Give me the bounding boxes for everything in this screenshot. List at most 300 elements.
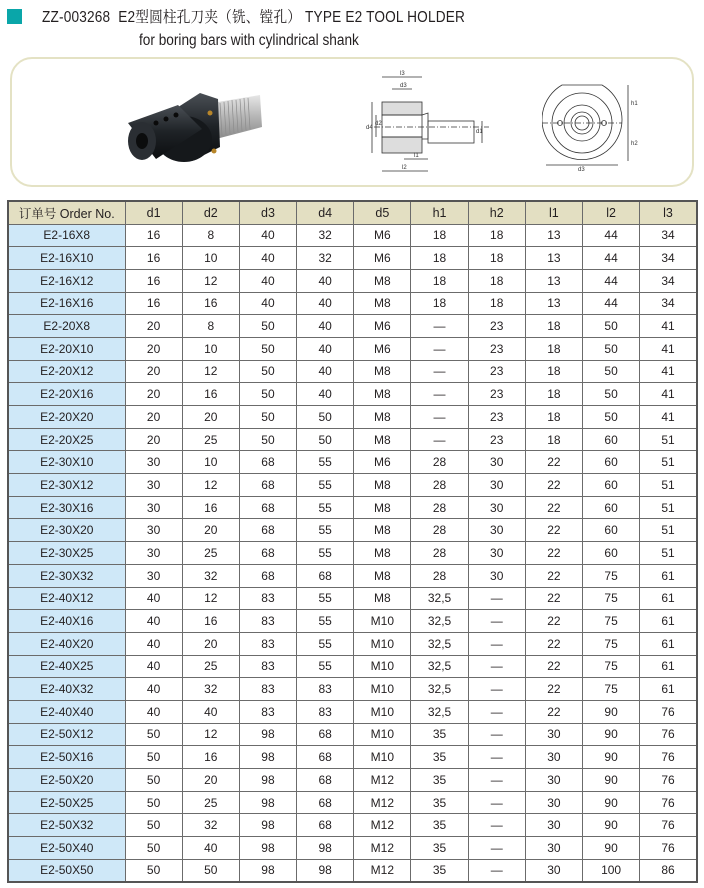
value-cell-d4: 83 xyxy=(297,678,354,701)
value-cell-d1: 20 xyxy=(125,383,182,406)
value-cell-l3: 76 xyxy=(640,746,697,769)
value-cell-h2: — xyxy=(468,610,525,633)
column-header-h1: h1 xyxy=(411,201,468,224)
svg-text:d1: d1 xyxy=(476,129,483,135)
value-cell-l3: 34 xyxy=(640,247,697,270)
value-cell-d4: 98 xyxy=(297,837,354,860)
value-cell-d1: 50 xyxy=(125,769,182,792)
order-number-cell: E2-30X25 xyxy=(8,542,125,565)
value-cell-h1: 28 xyxy=(411,564,468,587)
value-cell-d5: M12 xyxy=(354,859,411,882)
value-cell-l2: 50 xyxy=(583,315,640,338)
value-cell-h1: — xyxy=(411,337,468,360)
value-cell-d4: 40 xyxy=(297,269,354,292)
value-cell-h1: — xyxy=(411,406,468,429)
order-number-cell: E2-20X8 xyxy=(8,315,125,338)
value-cell-l2: 60 xyxy=(583,451,640,474)
value-cell-l1: 13 xyxy=(525,247,582,270)
value-cell-l3: 41 xyxy=(640,383,697,406)
value-cell-d5: M10 xyxy=(354,655,411,678)
value-cell-d4: 32 xyxy=(297,224,354,247)
value-cell-l2: 60 xyxy=(583,519,640,542)
value-cell-d5: M10 xyxy=(354,678,411,701)
value-cell-l2: 75 xyxy=(583,587,640,610)
value-cell-d2: 12 xyxy=(182,360,239,383)
value-cell-l1: 30 xyxy=(525,723,582,746)
value-cell-d5: M6 xyxy=(354,224,411,247)
value-cell-d4: 40 xyxy=(297,337,354,360)
table-row xyxy=(8,247,697,270)
table-row xyxy=(8,292,697,315)
value-cell-h2: — xyxy=(468,859,525,882)
order-number-cell: E2-40X40 xyxy=(8,700,125,723)
order-number-cell: E2-20X10 xyxy=(8,337,125,360)
value-cell-h2: 23 xyxy=(468,406,525,429)
value-cell-h1: 35 xyxy=(411,859,468,882)
table-row xyxy=(8,519,697,542)
value-cell-l1: 22 xyxy=(525,564,582,587)
value-cell-d5: M8 xyxy=(354,542,411,565)
value-cell-l3: 51 xyxy=(640,496,697,519)
table-row xyxy=(8,632,697,655)
column-header-l1: l1 xyxy=(525,201,582,224)
value-cell-d1: 50 xyxy=(125,837,182,860)
value-cell-d3: 68 xyxy=(239,564,296,587)
svg-text:l1: l1 xyxy=(414,153,419,159)
value-cell-d3: 98 xyxy=(239,859,296,882)
value-cell-d1: 16 xyxy=(125,292,182,315)
value-cell-h1: 28 xyxy=(411,519,468,542)
value-cell-l1: 22 xyxy=(525,700,582,723)
value-cell-h1: 32,5 xyxy=(411,632,468,655)
value-cell-d3: 68 xyxy=(239,496,296,519)
order-number-cell: E2-16X16 xyxy=(8,292,125,315)
value-cell-h1: — xyxy=(411,360,468,383)
order-number-cell: E2-30X12 xyxy=(8,474,125,497)
value-cell-d3: 83 xyxy=(239,700,296,723)
value-cell-d4: 55 xyxy=(297,519,354,542)
value-cell-d3: 68 xyxy=(239,519,296,542)
order-number-cell: E2-30X20 xyxy=(8,519,125,542)
value-cell-d5: M6 xyxy=(354,247,411,270)
title-english: TYPE E2 TOOL HOLDER xyxy=(305,9,466,26)
value-cell-h1: 32,5 xyxy=(411,655,468,678)
value-cell-d2: 10 xyxy=(182,247,239,270)
value-cell-l2: 60 xyxy=(583,496,640,519)
value-cell-d4: 98 xyxy=(297,859,354,882)
value-cell-d3: 83 xyxy=(239,610,296,633)
value-cell-d1: 50 xyxy=(125,723,182,746)
value-cell-d1: 30 xyxy=(125,519,182,542)
value-cell-d4: 40 xyxy=(297,360,354,383)
value-cell-h1: 32,5 xyxy=(411,610,468,633)
value-cell-d3: 50 xyxy=(239,315,296,338)
value-cell-h2: 18 xyxy=(468,292,525,315)
column-header-l3: l3 xyxy=(640,201,697,224)
svg-text:h1: h1 xyxy=(631,101,638,107)
value-cell-l1: 18 xyxy=(525,360,582,383)
order-number-cell: E2-16X12 xyxy=(8,269,125,292)
value-cell-h2: 18 xyxy=(468,224,525,247)
value-cell-l2: 90 xyxy=(583,723,640,746)
value-cell-l3: 34 xyxy=(640,224,697,247)
value-cell-l2: 90 xyxy=(583,746,640,769)
table-row xyxy=(8,496,697,519)
value-cell-l3: 61 xyxy=(640,655,697,678)
value-cell-d5: M8 xyxy=(354,496,411,519)
table-row xyxy=(8,746,697,769)
svg-text:d3: d3 xyxy=(400,83,407,89)
svg-text:l2: l2 xyxy=(402,165,407,171)
table-row xyxy=(8,723,697,746)
value-cell-l2: 60 xyxy=(583,474,640,497)
value-cell-l1: 22 xyxy=(525,519,582,542)
order-number-cell: E2-50X40 xyxy=(8,837,125,860)
value-cell-l1: 13 xyxy=(525,292,582,315)
value-cell-l3: 51 xyxy=(640,474,697,497)
value-cell-d4: 68 xyxy=(297,746,354,769)
value-cell-l1: 22 xyxy=(525,587,582,610)
value-cell-d2: 32 xyxy=(182,814,239,837)
table-row xyxy=(8,678,697,701)
value-cell-h2: — xyxy=(468,700,525,723)
value-cell-d3: 83 xyxy=(239,587,296,610)
product-photo xyxy=(120,81,280,171)
value-cell-h1: — xyxy=(411,428,468,451)
table-row xyxy=(8,610,697,633)
value-cell-l2: 44 xyxy=(583,292,640,315)
value-cell-l2: 75 xyxy=(583,610,640,633)
value-cell-d4: 55 xyxy=(297,451,354,474)
svg-text:d3: d3 xyxy=(578,167,585,171)
front-view-drawing xyxy=(542,67,642,171)
value-cell-l1: 22 xyxy=(525,542,582,565)
value-cell-l3: 76 xyxy=(640,814,697,837)
value-cell-d5: M8 xyxy=(354,269,411,292)
value-cell-h2: — xyxy=(468,723,525,746)
value-cell-l3: 76 xyxy=(640,700,697,723)
table-body xyxy=(8,224,697,882)
value-cell-l3: 34 xyxy=(640,292,697,315)
value-cell-d2: 40 xyxy=(182,700,239,723)
value-cell-h1: 32,5 xyxy=(411,587,468,610)
value-cell-l1: 18 xyxy=(525,428,582,451)
value-cell-h2: 23 xyxy=(468,360,525,383)
product-code: ZZ-003268 xyxy=(42,9,111,26)
value-cell-l1: 30 xyxy=(525,769,582,792)
value-cell-l3: 41 xyxy=(640,406,697,429)
value-cell-d1: 16 xyxy=(125,247,182,270)
value-cell-h1: 35 xyxy=(411,746,468,769)
section-marker-icon xyxy=(7,9,22,24)
column-header-h2: h2 xyxy=(468,201,525,224)
value-cell-d2: 25 xyxy=(182,791,239,814)
value-cell-h1: 35 xyxy=(411,723,468,746)
value-cell-l2: 75 xyxy=(583,678,640,701)
value-cell-d2: 20 xyxy=(182,632,239,655)
value-cell-d2: 40 xyxy=(182,837,239,860)
value-cell-d2: 20 xyxy=(182,519,239,542)
value-cell-l1: 13 xyxy=(525,269,582,292)
table-row xyxy=(8,360,697,383)
table-row xyxy=(8,224,697,247)
title-chinese: E2型圆柱孔刀夹（铣、镗孔） xyxy=(118,9,302,26)
value-cell-h1: 32,5 xyxy=(411,678,468,701)
value-cell-h2: — xyxy=(468,814,525,837)
value-cell-d3: 40 xyxy=(239,224,296,247)
order-number-cell: E2-16X8 xyxy=(8,224,125,247)
value-cell-l2: 50 xyxy=(583,406,640,429)
value-cell-d2: 25 xyxy=(182,655,239,678)
svg-text:h2: h2 xyxy=(631,141,638,147)
value-cell-h2: — xyxy=(468,587,525,610)
value-cell-l1: 22 xyxy=(525,632,582,655)
value-cell-d3: 83 xyxy=(239,632,296,655)
value-cell-l3: 61 xyxy=(640,632,697,655)
value-cell-l1: 30 xyxy=(525,814,582,837)
order-number-cell: E2-50X32 xyxy=(8,814,125,837)
value-cell-d5: M8 xyxy=(354,474,411,497)
value-cell-d3: 98 xyxy=(239,769,296,792)
value-cell-d2: 12 xyxy=(182,474,239,497)
value-cell-d5: M6 xyxy=(354,451,411,474)
value-cell-d5: M8 xyxy=(354,292,411,315)
value-cell-l1: 22 xyxy=(525,655,582,678)
value-cell-d5: M8 xyxy=(354,383,411,406)
value-cell-d1: 20 xyxy=(125,428,182,451)
value-cell-h1: 18 xyxy=(411,224,468,247)
order-number-cell: E2-20X25 xyxy=(8,428,125,451)
value-cell-d4: 32 xyxy=(297,247,354,270)
value-cell-l1: 30 xyxy=(525,746,582,769)
value-cell-d2: 12 xyxy=(182,269,239,292)
value-cell-d4: 50 xyxy=(297,406,354,429)
order-number-cell: E2-40X25 xyxy=(8,655,125,678)
value-cell-d3: 50 xyxy=(239,428,296,451)
value-cell-h2: 30 xyxy=(468,496,525,519)
column-header-d3: d3 xyxy=(239,201,296,224)
value-cell-d3: 50 xyxy=(239,406,296,429)
table-header xyxy=(8,201,697,224)
value-cell-d1: 30 xyxy=(125,542,182,565)
value-cell-l2: 44 xyxy=(583,247,640,270)
order-number-cell: E2-20X20 xyxy=(8,406,125,429)
value-cell-d5: M8 xyxy=(354,406,411,429)
value-cell-l1: 22 xyxy=(525,610,582,633)
value-cell-h1: 35 xyxy=(411,769,468,792)
value-cell-h1: 18 xyxy=(411,292,468,315)
value-cell-l2: 90 xyxy=(583,769,640,792)
value-cell-l1: 13 xyxy=(525,224,582,247)
value-cell-l3: 34 xyxy=(640,269,697,292)
value-cell-d2: 16 xyxy=(182,292,239,315)
page-title xyxy=(42,5,465,27)
value-cell-l2: 50 xyxy=(583,383,640,406)
value-cell-d2: 16 xyxy=(182,496,239,519)
value-cell-d4: 55 xyxy=(297,496,354,519)
value-cell-l3: 61 xyxy=(640,610,697,633)
value-cell-l3: 41 xyxy=(640,337,697,360)
value-cell-d2: 10 xyxy=(182,451,239,474)
value-cell-l2: 75 xyxy=(583,564,640,587)
value-cell-d1: 20 xyxy=(125,360,182,383)
value-cell-d4: 55 xyxy=(297,632,354,655)
svg-text:d4: d4 xyxy=(366,125,373,131)
table-row xyxy=(8,814,697,837)
value-cell-l2: 60 xyxy=(583,542,640,565)
value-cell-h1: 28 xyxy=(411,451,468,474)
order-number-cell: E2-30X10 xyxy=(8,451,125,474)
value-cell-h2: — xyxy=(468,678,525,701)
value-cell-d3: 98 xyxy=(239,791,296,814)
value-cell-h2: 18 xyxy=(468,269,525,292)
value-cell-h1: — xyxy=(411,315,468,338)
value-cell-d2: 16 xyxy=(182,746,239,769)
value-cell-h2: — xyxy=(468,746,525,769)
value-cell-h2: 23 xyxy=(468,428,525,451)
value-cell-d3: 98 xyxy=(239,814,296,837)
value-cell-d3: 40 xyxy=(239,292,296,315)
value-cell-l1: 18 xyxy=(525,383,582,406)
order-number-cell: E2-50X50 xyxy=(8,859,125,882)
value-cell-d5: M6 xyxy=(354,337,411,360)
value-cell-l1: 22 xyxy=(525,496,582,519)
value-cell-d1: 50 xyxy=(125,859,182,882)
order-number-cell: E2-20X16 xyxy=(8,383,125,406)
value-cell-d1: 40 xyxy=(125,700,182,723)
value-cell-d2: 8 xyxy=(182,315,239,338)
table-row xyxy=(8,406,697,429)
value-cell-l3: 41 xyxy=(640,315,697,338)
table-row xyxy=(8,655,697,678)
value-cell-l2: 44 xyxy=(583,224,640,247)
svg-text:l3: l3 xyxy=(400,71,405,77)
value-cell-l3: 41 xyxy=(640,360,697,383)
column-header-d5: d5 xyxy=(354,201,411,224)
table-row xyxy=(8,769,697,792)
value-cell-h2: 18 xyxy=(468,247,525,270)
value-cell-l1: 22 xyxy=(525,474,582,497)
value-cell-d2: 12 xyxy=(182,723,239,746)
value-cell-d1: 50 xyxy=(125,814,182,837)
value-cell-l1: 30 xyxy=(525,791,582,814)
column-header-d1: d1 xyxy=(125,201,182,224)
table-row xyxy=(8,269,697,292)
order-number-cell: E2-40X12 xyxy=(8,587,125,610)
value-cell-d5: M12 xyxy=(354,837,411,860)
value-cell-h2: 23 xyxy=(468,337,525,360)
value-cell-d5: M6 xyxy=(354,315,411,338)
value-cell-d2: 16 xyxy=(182,610,239,633)
value-cell-l3: 51 xyxy=(640,451,697,474)
value-cell-d5: M10 xyxy=(354,700,411,723)
value-cell-h2: 30 xyxy=(468,542,525,565)
value-cell-d5: M12 xyxy=(354,814,411,837)
value-cell-d3: 98 xyxy=(239,723,296,746)
value-cell-d3: 83 xyxy=(239,678,296,701)
value-cell-l3: 76 xyxy=(640,769,697,792)
table-row xyxy=(8,564,697,587)
value-cell-l2: 75 xyxy=(583,632,640,655)
value-cell-l1: 30 xyxy=(525,859,582,882)
value-cell-d5: M12 xyxy=(354,769,411,792)
order-number-cell: E2-50X20 xyxy=(8,769,125,792)
value-cell-d1: 16 xyxy=(125,269,182,292)
value-cell-d1: 50 xyxy=(125,746,182,769)
value-cell-d2: 16 xyxy=(182,383,239,406)
svg-text:d2: d2 xyxy=(375,121,382,127)
value-cell-d2: 20 xyxy=(182,406,239,429)
value-cell-d4: 83 xyxy=(297,700,354,723)
value-cell-l3: 86 xyxy=(640,859,697,882)
value-cell-d3: 83 xyxy=(239,655,296,678)
value-cell-d4: 55 xyxy=(297,474,354,497)
value-cell-d5: M10 xyxy=(354,632,411,655)
order-number-cell: E2-30X16 xyxy=(8,496,125,519)
table-row xyxy=(8,700,697,723)
value-cell-l1: 18 xyxy=(525,337,582,360)
value-cell-d1: 50 xyxy=(125,791,182,814)
value-cell-l2: 100 xyxy=(583,859,640,882)
value-cell-l3: 51 xyxy=(640,428,697,451)
value-cell-l3: 76 xyxy=(640,791,697,814)
value-cell-h1: 28 xyxy=(411,474,468,497)
value-cell-l2: 60 xyxy=(583,428,640,451)
table-row xyxy=(8,837,697,860)
value-cell-h1: 18 xyxy=(411,269,468,292)
table-row xyxy=(8,451,697,474)
value-cell-d1: 30 xyxy=(125,496,182,519)
value-cell-h2: 23 xyxy=(468,315,525,338)
value-cell-d2: 20 xyxy=(182,769,239,792)
value-cell-d4: 55 xyxy=(297,610,354,633)
value-cell-d4: 40 xyxy=(297,315,354,338)
value-cell-d4: 68 xyxy=(297,791,354,814)
value-cell-d2: 25 xyxy=(182,428,239,451)
value-cell-d5: M10 xyxy=(354,723,411,746)
value-cell-d3: 40 xyxy=(239,247,296,270)
value-cell-d1: 40 xyxy=(125,655,182,678)
value-cell-d3: 68 xyxy=(239,542,296,565)
value-cell-l2: 90 xyxy=(583,791,640,814)
order-number-cell: E2-30X32 xyxy=(8,564,125,587)
order-number-cell: E2-50X12 xyxy=(8,723,125,746)
value-cell-d1: 20 xyxy=(125,337,182,360)
value-cell-d2: 32 xyxy=(182,564,239,587)
column-header-d4: d4 xyxy=(297,201,354,224)
value-cell-l3: 61 xyxy=(640,587,697,610)
order-number-cell: E2-20X12 xyxy=(8,360,125,383)
value-cell-h1: 18 xyxy=(411,247,468,270)
value-cell-d1: 30 xyxy=(125,564,182,587)
value-cell-d1: 30 xyxy=(125,474,182,497)
value-cell-h2: — xyxy=(468,837,525,860)
value-cell-d1: 20 xyxy=(125,406,182,429)
value-cell-d4: 55 xyxy=(297,655,354,678)
value-cell-l2: 75 xyxy=(583,655,640,678)
value-cell-h2: 23 xyxy=(468,383,525,406)
value-cell-d4: 40 xyxy=(297,383,354,406)
table-row xyxy=(8,859,697,882)
value-cell-d3: 98 xyxy=(239,746,296,769)
value-cell-d5: M8 xyxy=(354,519,411,542)
value-cell-d5: M8 xyxy=(354,564,411,587)
value-cell-l1: 18 xyxy=(525,406,582,429)
value-cell-l3: 51 xyxy=(640,519,697,542)
column-header-l2: l2 xyxy=(583,201,640,224)
value-cell-l2: 90 xyxy=(583,700,640,723)
order-number-cell: E2-40X16 xyxy=(8,610,125,633)
